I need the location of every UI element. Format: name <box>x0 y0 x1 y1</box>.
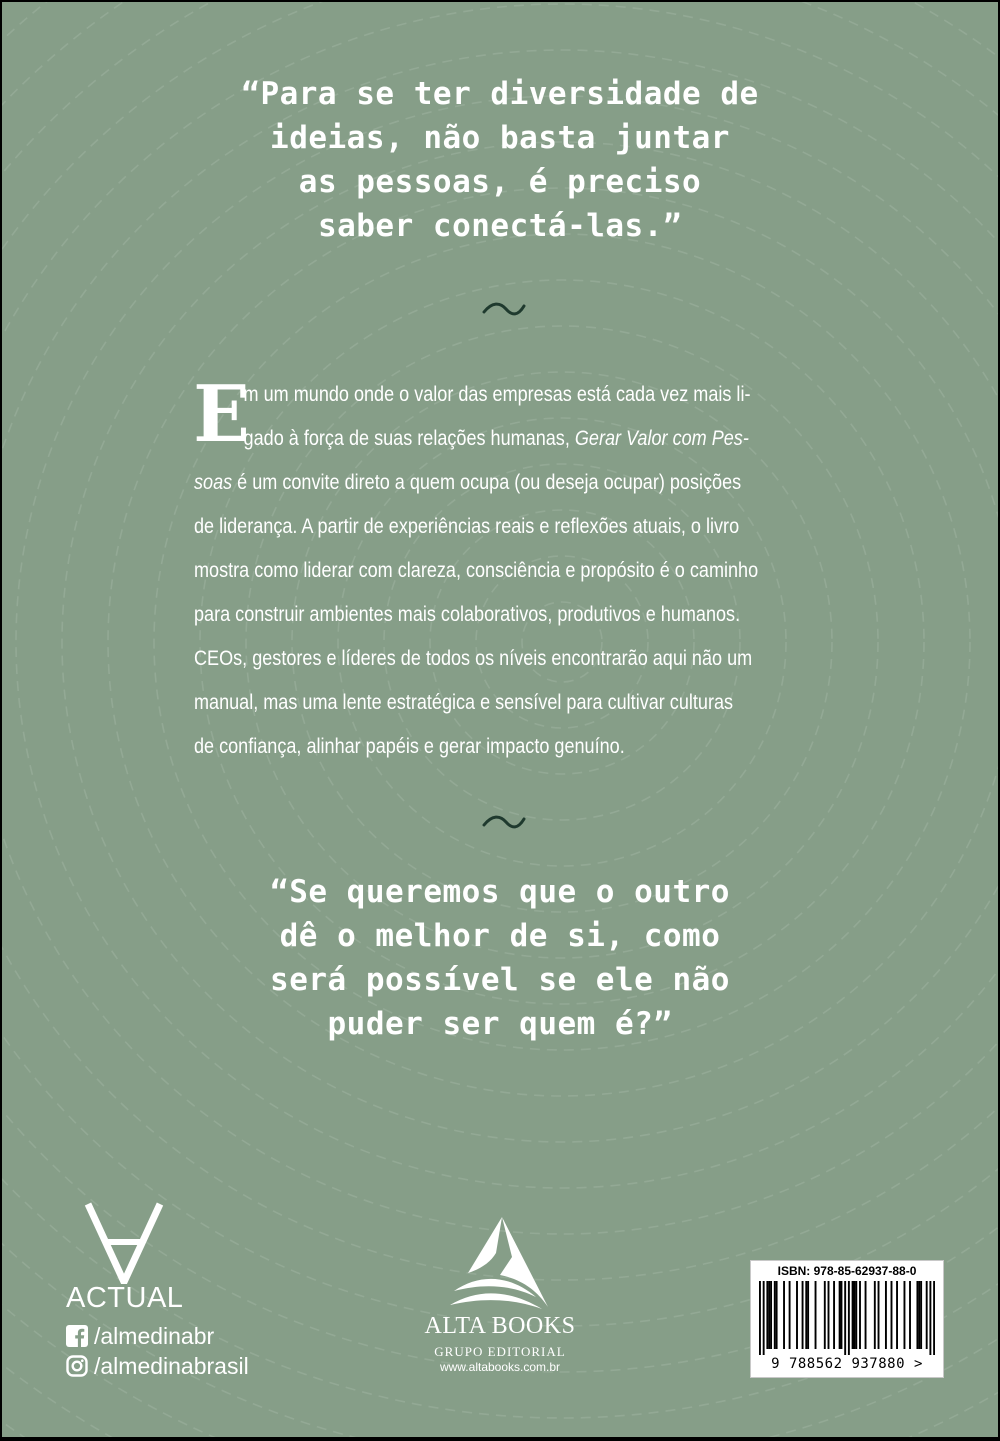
barcode-bar <box>796 1281 798 1349</box>
actual-publisher-logo <box>64 1202 184 1317</box>
tilde-ornament-icon <box>482 299 526 319</box>
quote-top-line: “Para se ter diversidade de <box>241 76 759 112</box>
facebook-link[interactable] <box>66 1323 214 1349</box>
quote-bottom-line: será possível se ele não <box>270 962 730 998</box>
drop-cap: E <box>193 369 250 460</box>
barcode-bar <box>874 1281 876 1349</box>
quote-top-line: ideias, não basta juntar <box>270 120 730 156</box>
quote-bottom-line: puder ser quem é?” <box>327 1006 673 1042</box>
book-title-italic: Gerar Valor com Pes- <box>574 426 749 450</box>
barcode-bar <box>933 1281 935 1355</box>
barcode-bar <box>929 1281 931 1355</box>
barcode-bar <box>926 1281 928 1349</box>
barcode-bar <box>848 1281 850 1355</box>
barcode-bar <box>859 1281 861 1349</box>
barcode-bar <box>839 1281 841 1349</box>
barcode-bar <box>766 1281 768 1349</box>
barcode-bar <box>916 1281 918 1349</box>
barcode-bar <box>891 1281 893 1349</box>
barcode-bar <box>920 1281 922 1349</box>
alta-books-mark-icon <box>450 1217 550 1309</box>
ean-digits: 9 788562 937880 > <box>771 1356 923 1372</box>
quote-top-line: as pessoas, é preciso <box>298 164 702 200</box>
barcode-bar <box>878 1281 880 1349</box>
quote-top-line: saber conectá-las.” <box>317 208 683 244</box>
barcode-bar <box>896 1281 898 1349</box>
barcode-bar <box>844 1281 846 1355</box>
instagram-link[interactable] <box>66 1353 249 1379</box>
isbn-label: ISBN: 978-85-62937-88-0 <box>777 1264 917 1278</box>
blurb-line-text: é um convite direto a quem ocupa (ou deseja ocupar) posições <box>232 470 742 494</box>
barcode-bars <box>759 1281 935 1355</box>
blurb-line: para construir ambientes mais colaborativos, produtivos e humanos. <box>194 602 741 626</box>
facebook-handle: /almedinabr <box>94 1322 215 1349</box>
book-back-cover <box>2 2 998 1437</box>
barcode-bar <box>855 1281 857 1349</box>
isbn-barcode <box>750 1260 944 1378</box>
blurb-line: de confiança, alinhar papéis e gerar impacto genuíno. <box>194 734 625 758</box>
blurb-line: de liderança. A partir de experiências reais e reflexões atuais, o livro <box>194 514 740 538</box>
barcode-bar <box>768 1281 770 1349</box>
barcode-bar <box>783 1281 785 1349</box>
barcode-bar <box>824 1281 826 1349</box>
barcode-bar <box>865 1281 867 1349</box>
barcode-bar <box>904 1281 906 1349</box>
alta-books-logo <box>422 1217 582 1377</box>
barcode-bar <box>802 1281 804 1349</box>
blurb-line <box>194 460 742 504</box>
barcode-bar <box>776 1281 778 1349</box>
quote-bottom-line: “Se queremos que o outro <box>270 874 730 910</box>
blurb-line-text: gado à força de suas relações humanas, <box>243 426 575 450</box>
instagram-handle: /almedinabrasil <box>94 1352 249 1379</box>
blurb-line <box>194 416 749 460</box>
barcode-bar <box>789 1281 791 1349</box>
barcode-bar <box>853 1281 855 1349</box>
barcode-bar <box>759 1281 761 1355</box>
blurb-line: m um mundo onde o valor das empresas está cada vez mais li- <box>243 382 751 406</box>
blurb-line: CEOs, gestores e líderes de todos os níveis encontrarão aqui não um <box>194 646 753 670</box>
book-title-italic: soas <box>194 470 233 494</box>
quote-top <box>2 72 998 248</box>
barcode-bar <box>885 1281 887 1349</box>
instagram-icon <box>66 1355 88 1377</box>
barcode-bar <box>770 1281 772 1349</box>
barcode-bar <box>774 1281 776 1349</box>
barcode-bar <box>852 1281 854 1349</box>
barcode-bar <box>763 1281 765 1355</box>
quote-bottom <box>2 870 998 1046</box>
actual-wordmark: ACTUAL <box>66 1282 184 1314</box>
actual-mark-icon <box>84 1202 164 1284</box>
blurb-line: manual, mas uma lente estratégica e sensível para cultivar culturas <box>194 690 734 714</box>
alta-books-name: ALTA BOOKS <box>424 1313 576 1339</box>
tilde-ornament-icon <box>482 812 526 832</box>
barcode-bar <box>805 1281 807 1349</box>
barcode-bar <box>828 1281 830 1349</box>
barcode-bar <box>841 1281 843 1349</box>
blurb-line: mostra como liderar com clareza, consciência e propósito é o caminho <box>194 558 759 582</box>
barcode-bar <box>909 1281 911 1349</box>
alta-books-url[interactable]: www.altabooks.com.br <box>439 1360 561 1374</box>
barcode-bar <box>807 1281 809 1349</box>
barcode-bar <box>918 1281 920 1349</box>
barcode-bar <box>833 1281 835 1349</box>
barcode-bar <box>815 1281 817 1349</box>
quote-bottom-line: dê o melhor de si, como <box>279 918 721 954</box>
facebook-icon <box>66 1325 88 1347</box>
blurb-text <box>193 369 759 768</box>
alta-books-group: GRUPO EDITORIAL <box>434 1344 566 1359</box>
